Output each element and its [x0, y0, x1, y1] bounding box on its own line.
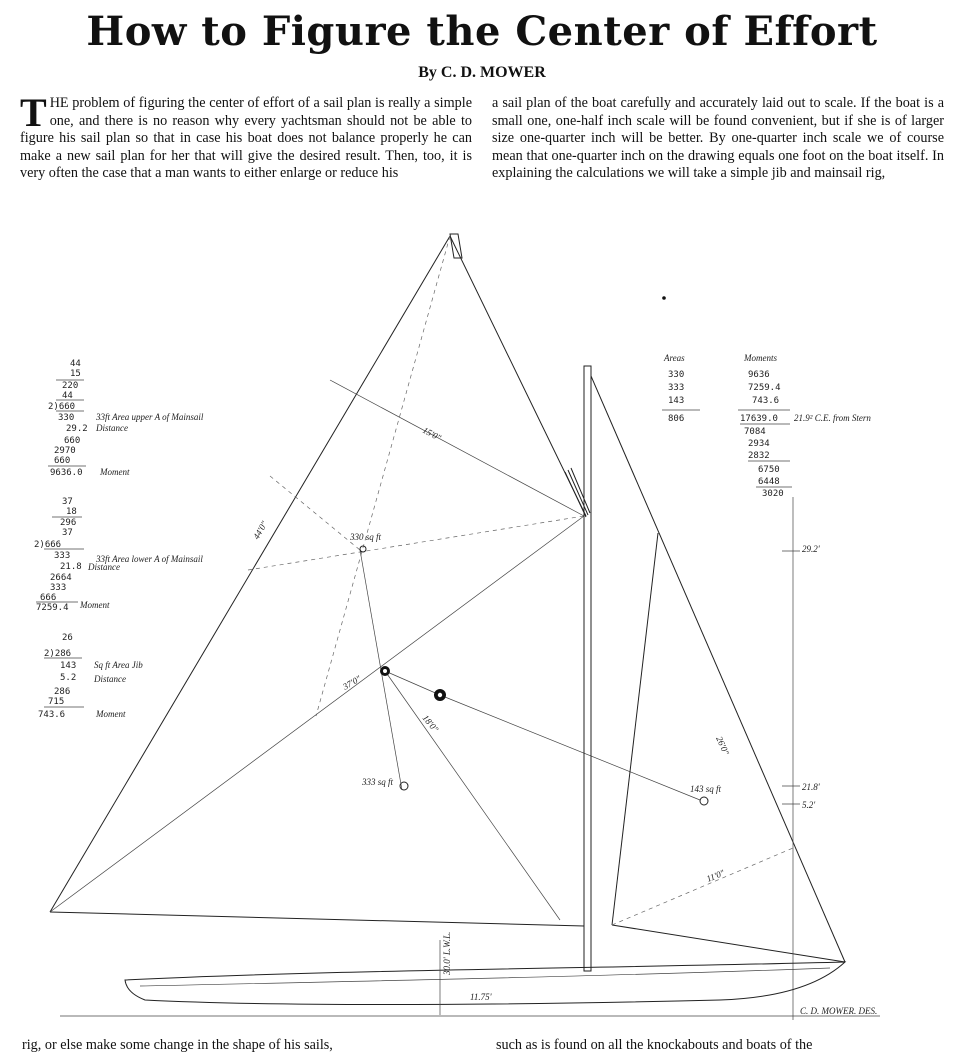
calc-3-line-9: 743.6 — [38, 710, 66, 720]
label-dim-jib-foot: 11'0" — [705, 867, 726, 884]
calc-right-moment-6: 2934 — [748, 439, 770, 449]
calculation-lower-triangle — [34, 497, 203, 613]
calculation-jib — [38, 633, 143, 720]
label-dim-lwl: 11.75' — [470, 992, 492, 1002]
calc-right-area-3: 143 — [668, 396, 685, 406]
calc-3-line-5: 5.2 — [60, 673, 77, 683]
calc-1-line-12: 660 — [54, 456, 71, 466]
article-title: How to Figure the Center of Effort — [86, 8, 878, 55]
mainsail-construction-lines — [50, 236, 700, 920]
calc-right-area-total: 806 — [668, 414, 685, 424]
calc-right-area-2: 333 — [668, 383, 685, 393]
calc-2-line-3: 296 — [60, 518, 77, 528]
calc-2-line-12: 666 — [40, 593, 57, 603]
hull — [60, 940, 880, 1016]
calc-2-line-11: 333 — [50, 583, 67, 593]
article-bottom-left: rig, or else make some change in the shape of his sails, — [22, 1037, 333, 1053]
calc-1-line-2: 15 — [70, 369, 81, 379]
label-credit: C. D. MOWER. DES. — [800, 1006, 878, 1016]
label-dist-2: 21.8' — [802, 782, 820, 792]
calc-3-line-1: 26 — [62, 633, 73, 643]
calc-right-result: 21.9² C.E. from Stern — [794, 413, 871, 423]
calc-3-line-8: 715 — [48, 697, 65, 707]
calculation-totals — [662, 353, 871, 499]
jib-outline — [591, 376, 845, 1020]
calc-3-line-2: 2)286 — [44, 649, 72, 659]
calc-1-line-13: 9636.0 — [50, 468, 83, 478]
mainsail-outline — [50, 234, 586, 926]
calc-1-line-6: 330 — [58, 413, 75, 423]
calc-2-line-1: 37 — [62, 497, 73, 507]
calc-1-line-3: 220 — [62, 381, 79, 391]
calc-3-note-moment: Moment — [96, 709, 126, 719]
calc-3-line-7: 286 — [54, 687, 71, 697]
calc-2-line-4: 37 — [62, 528, 73, 538]
calc-1-note-moment: Moment — [100, 467, 130, 477]
label-dim-gaff: 15'0" — [421, 424, 443, 443]
label-dim-freeboard: 30.0' L.W.L. — [442, 931, 452, 975]
calc-right-moment-3: 743.6 — [752, 396, 780, 406]
calc-1-note-distance: Distance — [96, 423, 128, 433]
calc-2-line-2: 18 — [66, 507, 77, 517]
calc-right-moment-1: 9636 — [748, 370, 770, 380]
calc-right-moment-5: 7084 — [744, 427, 766, 437]
calc-2-line-8: 21.8 — [60, 562, 82, 572]
calc-3-note-area: Sq ft Area Jib — [94, 660, 143, 670]
article-right-column: a sail plan of the boat carefully and accurately laid out to scale. If the boat is a small one, one-half inch scale will be found convenient, but if she is of larger size one-quarter inch will be better. By one-quarter inch scale we of course mean that one-quarter inch on the drawing equals one foot on the boat itself. In explaining the calculations we will take a simple jib and mainsail rig, — [492, 95, 944, 181]
label-dim-luff: 37'0" — [341, 673, 363, 692]
calc-right-moment-9: 6448 — [758, 477, 780, 487]
calc-2-note-distance: Distance — [88, 562, 120, 572]
calc-3-note-distance: Distance — [94, 674, 126, 684]
calc-right-header-moments: Moments — [744, 353, 777, 363]
calc-right-moment-total: 17639.0 — [740, 414, 778, 424]
calc-1-line-8: 29.2 — [66, 424, 88, 434]
calc-right-area-1: 330 — [668, 370, 685, 380]
calc-1-line-5: 2)660 — [48, 402, 76, 412]
calc-1-line-4: 44 — [62, 391, 73, 401]
dimension-labels — [251, 425, 877, 1016]
calc-2-line-6: 333 — [54, 551, 71, 561]
label-dist-3: 5.2' — [802, 800, 816, 810]
calc-1-line-11: 2970 — [54, 446, 76, 456]
label-area-lower: 333 sq ft — [362, 777, 394, 787]
label-dim-foot: 18'0" — [420, 712, 441, 735]
calculation-upper-triangle — [48, 359, 204, 478]
article-left-column — [20, 90, 472, 183]
calc-right-moment-8: 6750 — [758, 465, 780, 475]
calc-right-header-areas: Areas — [664, 353, 685, 363]
left-column-text: HE problem of figuring the center of effort of a sail plan is really a simple one, and there is no reason why every yachtsman should not be able to figure his sail plan so that in case his boat does not balance properly he can make a new sail plan for her that will give the desired result. Then, too, it is very often the case that a man wants to either enlarge or reduce his — [20, 95, 472, 181]
label-dim-leech: 44'0" — [251, 519, 270, 541]
label-area-jib: 143 sq ft — [690, 784, 722, 794]
calc-2-line-5: 2)666 — [34, 540, 62, 550]
calc-right-moment-10: 3020 — [762, 489, 784, 499]
calc-right-moment-2: 7259.4 — [748, 383, 781, 393]
drop-cap: T — [20, 90, 47, 135]
sail-plan-figure — [0, 228, 964, 1028]
article-byline: By C. D. MOWER — [418, 64, 546, 81]
label-area-upper: 330 sq ft — [350, 532, 382, 542]
calc-1-line-10: 660 — [64, 436, 81, 446]
mast — [565, 366, 591, 971]
calc-right-moment-7: 2832 — [748, 451, 770, 461]
calc-2-line-10: 2664 — [50, 573, 72, 583]
calc-3-line-3: 143 — [60, 661, 77, 671]
article-bottom-right: such as is found on all the knockabouts and boats of the — [496, 1037, 813, 1053]
calc-2-note-moment: Moment — [80, 600, 110, 610]
calc-2-note-area: 33ft Area lower A of Mainsail — [96, 554, 203, 564]
label-dist-1: 29.2' — [802, 544, 820, 554]
calc-1-line-1: 44 — [70, 359, 81, 369]
calc-1-note-area: 33ft Area upper A of Mainsail — [96, 412, 204, 422]
label-dim-jib-stay: 26'0" — [714, 734, 732, 757]
calc-2-line-13: 7259.4 — [36, 603, 69, 613]
